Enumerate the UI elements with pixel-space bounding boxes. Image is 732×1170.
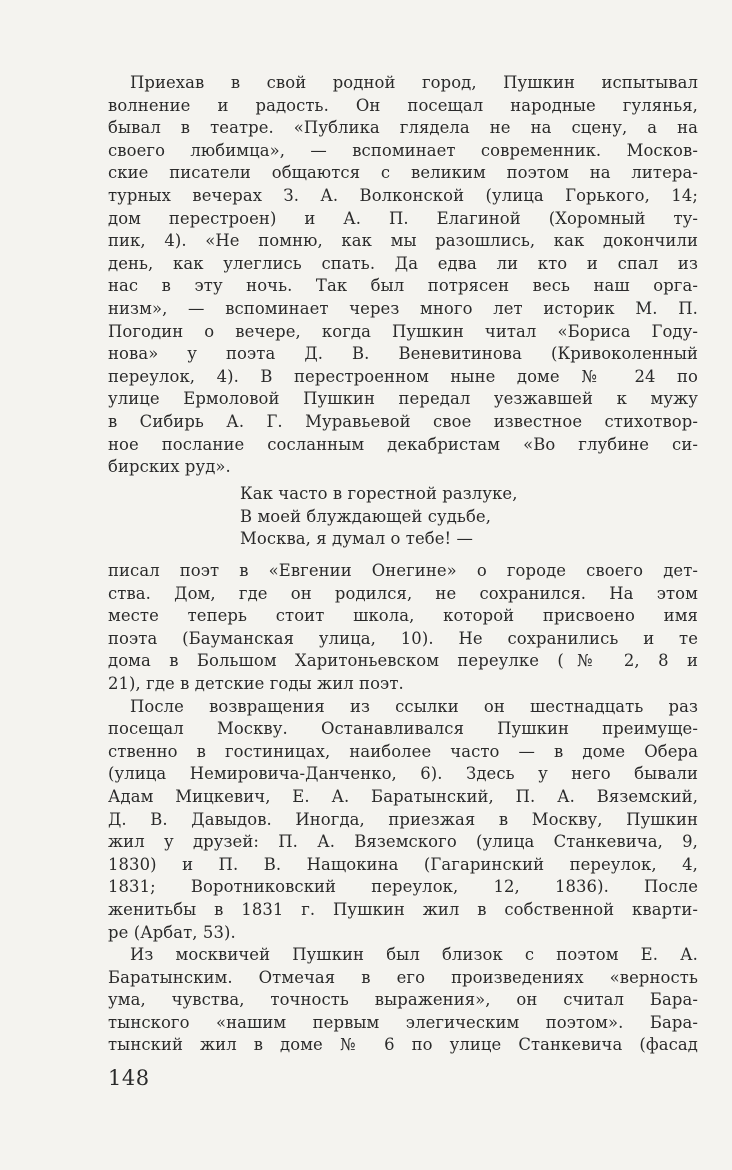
text-line: писал поэт в «Евгении Онегине» о городе своего дет- xyxy=(108,561,698,580)
paragraph-pushkin-moscow-visit xyxy=(108,72,698,479)
text-line: женитьбы в 1831 г. Пушкин жил в собственной кварти- xyxy=(108,899,698,919)
page-number: 148 xyxy=(108,1066,150,1090)
poem-line: В моей блуждающей судьбе, xyxy=(240,506,492,526)
text-line: Адам Мицкевич, Е. А. Баратынский, П. А. Вяземский, xyxy=(108,786,698,806)
text-line: 1831; Воротниковский переулок, 12, 1836). После xyxy=(108,877,698,897)
text-line: ума, чувства, точность выражения», он считал Бара- xyxy=(108,990,698,1010)
text-line: нова» у поэта Д. В. Веневитинова (Кривоколенный xyxy=(108,344,698,364)
text-line: После возвращения из ссылки он шестнадцать раз xyxy=(130,696,698,716)
text-line: дома в Большом Харитоньевском переулке (№ 2, 8 и xyxy=(108,651,698,671)
text-line: Из москвичей Пушкин был близок с поэтом Е. А. xyxy=(130,945,698,965)
paragraph-pushkin-moscow-residences xyxy=(108,560,698,1057)
text-line: турных вечерах З. А. Волконской (улица Горького, 14; xyxy=(108,185,698,205)
text-line: низм», — вспоминает через много лет историк М. П. xyxy=(108,298,698,318)
text-line: день, как улеглись спать. Да едва ли кто и спал из xyxy=(108,253,698,273)
text-line: бывал в театре. «Публика глядела не на сцену, а на xyxy=(108,118,698,138)
text-line: ное послание сосланным декабристам «Во глубине си- xyxy=(108,434,698,454)
text-line: поэта (Бауманская улица, 10). Не сохранились и те xyxy=(108,628,698,648)
text-line: ре (Арбат, 53). xyxy=(108,922,236,942)
text-line: в Сибирь А. Г. Муравьевой свое известное стихотвор- xyxy=(108,411,698,431)
poem-line: Москва, я думал о тебе! — xyxy=(240,529,474,549)
text-line: тынский жил в доме № 6 по улице Станкевича (фасад xyxy=(108,1035,698,1055)
text-line: бирских руд». xyxy=(108,457,231,477)
text-line: месте теперь стоит школа, которой присвоено имя xyxy=(108,606,698,626)
text-line: нас в эту ночь. Так был потрясен весь наш орга- xyxy=(108,276,698,296)
text-line: ственно в гостиницах, наиболее часто — в доме Обера xyxy=(108,741,698,761)
text-line: своего любимца», — вспоминает современник. Москов- xyxy=(108,140,698,160)
text-line: Погодин о вечере, когда Пушкин читал «Бориса Году- xyxy=(108,321,698,341)
text-line: пик, 4). «Не помню, как мы разошлись, как докончили xyxy=(108,231,698,251)
text-line: улице Ермоловой Пушкин передал уезжавшей к мужу xyxy=(108,389,698,409)
poem-quote xyxy=(240,482,600,550)
poem-line: Как часто в горестной разлуке, xyxy=(240,484,518,503)
text-line: ские писатели общаются с великим поэтом на литера- xyxy=(108,163,698,183)
text-line: 21), где в детские годы жил поэт. xyxy=(108,673,404,693)
text-line: тынского «нашим первым элегическим поэтом». Бара- xyxy=(108,1012,698,1032)
text-line: посещал Москву. Останавливался Пушкин преимуще- xyxy=(108,719,698,739)
text-line: ства. Дом, где он родился, не сохранился. На этом xyxy=(108,583,698,603)
text-line: Баратынским. Отмечая в его произведениях «верность xyxy=(108,967,698,987)
text-line: (улица Немировича-Данченко, 6). Здесь у него бывали xyxy=(108,764,698,784)
text-line: переулок, 4). В перестроенном ныне доме № 24 по xyxy=(108,366,698,386)
text-line: 1830) и П. В. Нащокина (Гагаринский переулок, 4, xyxy=(108,854,698,874)
text-line: жил у друзей: П. А. Вяземского (улица Станкевича, 9, xyxy=(108,832,698,852)
text-line: Д. В. Давыдов. Иногда, приезжая в Москву, Пушкин xyxy=(108,809,698,829)
text-line: волнение и радость. Он посещал народные гулянья, xyxy=(108,95,698,115)
text-line: Приехав в свой родной город, Пушкин испытывал xyxy=(130,73,698,92)
text-line: дом перестроен) и А. П. Елагиной (Хоромный ту- xyxy=(108,208,698,228)
